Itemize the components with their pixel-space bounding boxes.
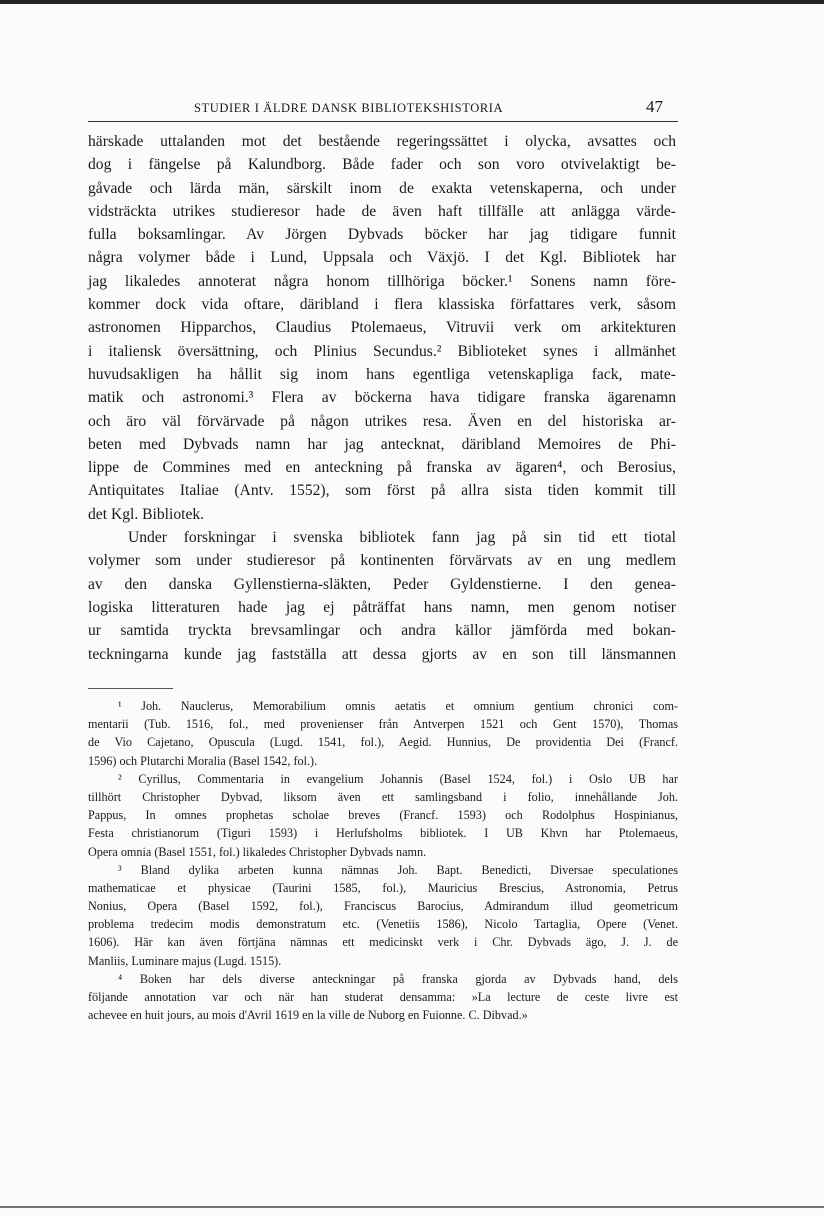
footnote-2-line: ² Cyrillus, Commentaria in evangelium Johannis (Basel 1524, fol.) i Oslo UB har — [118, 771, 678, 786]
footnote-2-line: Festa christianorum (Tiguri 1593) i Herlufsholms bibliotek. I UB Khvn har Ptolemaeus, — [88, 826, 678, 841]
body-line: kommer dock vida oftare, däribland i flera klassiska författares verk, såsom — [88, 296, 676, 314]
body-line: jag likaledes annoterat några honom tillhöriga böcker.¹ Sonens namn före- — [88, 272, 676, 290]
footnote-3-line: mathematicae et physicae (Taurini 1585, fol.), Mauricius Brescius, Astronomia, Petrus — [88, 880, 678, 895]
footnote-3-line: problema tredecim modis demonstratum etc. (Venetiis 1586), Nicolo Tartaglia, Opere (Venet. — [88, 917, 678, 932]
body-line: ur samtida tryckta brevsamlingar och andra källor jämförda med bokan- — [88, 622, 676, 640]
footnote-4-line: ⁴ Boken har dels diverse anteckningar på franska gjorda av Dybvads hand, dels — [118, 971, 678, 986]
body-line: Antiquitates Italiae (Antv. 1552), som först på allra sista tiden kommit till — [88, 482, 676, 500]
body-line: astronomen Hipparchos, Claudius Ptolemaeus, Vitruvii verk om arkitekturen — [88, 319, 676, 337]
body-line: lippe de Commines med en anteckning på franska av ägaren⁴, och Berosius, — [88, 459, 676, 477]
body-line: logiska litteraturen hade jag ej påträffat hans namn, men genom notiser — [88, 598, 676, 616]
footnote-1-line: de Vio Cajetano, Opuscula (Lugd. 1541, fol.), Aegid. Hunnius, De providentia Dei (Francf. — [88, 735, 678, 750]
body-line: det Kgl. Bibliotek. — [88, 505, 205, 523]
page-number: 47 — [646, 97, 663, 116]
scan-bottom-edge — [0, 1206, 824, 1208]
running-title: STUDIER I ÄLDRE DANSK BIBLIOTEKSHISTORIA — [194, 101, 504, 115]
body-line: volymer som under studieresor på kontinenten förvärvats av en ung medlem — [88, 552, 676, 570]
body-line: fulla boksamlingar. Av Jörgen Dybvads böcker har jag tidigare funnit — [88, 226, 676, 244]
body-line: några volymer både i Lund, Uppsala och Växjö. I det Kgl. Bibliotek har — [88, 249, 676, 267]
body-line: beten med Dybvads namn har jag antecknat, däribland Memoires de Phi- — [88, 435, 676, 453]
footnote-2-line: Opera omnia (Basel 1551, fol.) likaledes Christopher Dybvads namn. — [88, 844, 427, 859]
footnote-3-line: 1606). Här kan även förtjäna nämnas ett medicinskt verk i Chr. Dybvads ägo, J. J. de — [88, 935, 678, 950]
paragraph-start-line: Under forskningar i svenska bibliotek fann jag på sin tid ett tiotal — [128, 529, 676, 547]
footnote-3-line: ³ Bland dylika arbeten kunna nämnas Joh. Bapt. Benedicti, Diversae speculationes — [118, 862, 678, 877]
body-line: i italiensk översättning, och Plinius Secundus.² Biblioteket synes i allmänhet — [88, 342, 676, 360]
body-line: vidsträckta utrikes studieresor hade de även haft tillfälle att anlägga värde- — [88, 202, 676, 220]
footnotes — [88, 697, 678, 1024]
body-line: gåvade och lärda män, särskilt inom de exakta vetenskaperna, och under — [88, 179, 676, 197]
scan-top-edge — [0, 0, 824, 4]
body-line: teckningarna kunde jag fastställa att dessa gjorts av en son till länsmannen — [88, 645, 676, 663]
body-line: av den danska Gyllenstierna-släkten, Peder Gyldenstierne. I den genea- — [88, 575, 676, 593]
footnote-rule — [88, 688, 173, 689]
running-head — [88, 97, 668, 121]
footnote-1-line: mentarii (Tub. 1516, fol., med provenienser från Antverpen 1521 och Gent 1570), Thomas — [88, 717, 678, 732]
footnote-1-line: 1596) och Plutarchi Moralia (Basel 1542, fol.). — [88, 753, 318, 768]
body-line: och äro väl förvärvade på någon utrikes resa. Även en del historiska ar- — [88, 412, 676, 430]
body-line: härskade uttalanden mot det bestående regeringssättet i olycka, avsattes och — [88, 133, 676, 150]
footnote-2-line: tillhört Christopher Dybvad, liksom även ett samlingsband i folio, innehållande Joh. — [88, 789, 678, 804]
header-rule — [88, 121, 678, 122]
body-line: dog i fängelse på Kalundborg. Både fader och son voro otvivelaktigt be- — [88, 156, 676, 174]
footnote-4-line: achevee en huit jours, au mois d'Avril 1619 en la ville de Nuborg en Fuionne. C. Dibvad.» — [88, 1008, 528, 1023]
footnote-3-line: Manliis, Luminare majus (Lugd. 1515). — [88, 953, 282, 968]
footnote-3-line: Nonius, Opera (Basel 1592, fol.), Franciscus Barocius, Admirandum illud geometricum — [88, 899, 678, 914]
body-line: huvudsakligen ha hållit sig inom hans egentliga vetenskapliga fack, mate- — [88, 365, 676, 383]
body-text — [88, 130, 676, 666]
footnote-4-line: följande annotation var och när han studerat densamma: »La lecture de ceste livre est — [88, 990, 678, 1004]
footnote-2-line: Pappus, In omnes prophetas scholae breves (Francf. 1593) och Rodolphus Hospinianus, — [88, 808, 678, 823]
body-line: matik och astronomi.³ Flera av böckerna hava tidigare franska ägarenamn — [88, 389, 676, 407]
footnote-1-line: ¹ Joh. Nauclerus, Memorabilium omnis aetatis et omnium gentium chronici com- — [118, 699, 678, 713]
